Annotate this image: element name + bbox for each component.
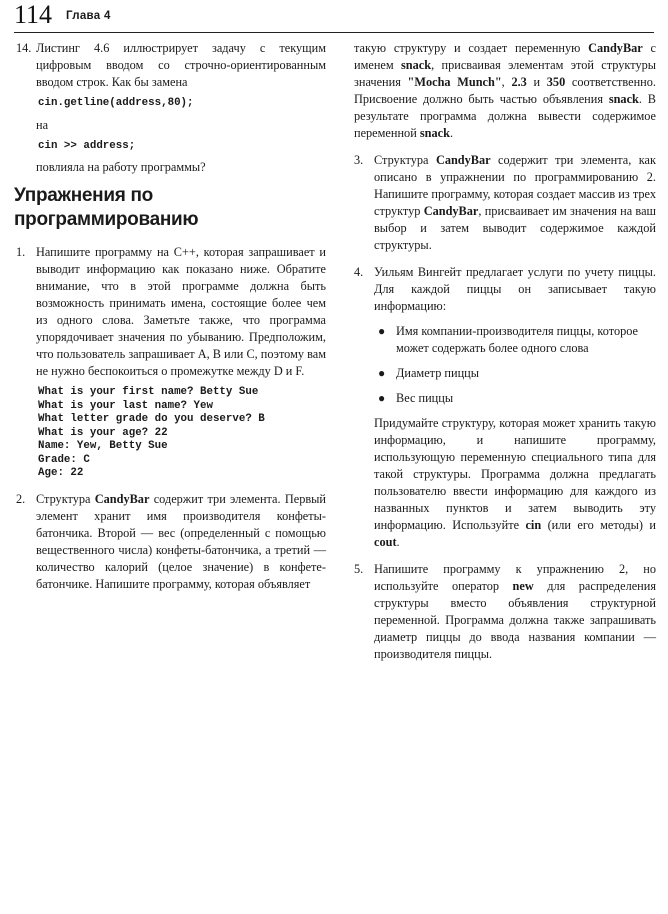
- bullet-icon: ●: [378, 324, 386, 338]
- exercise-4: [354, 264, 656, 551]
- exercise-number: 4.: [354, 265, 364, 279]
- question-number: 14.: [16, 41, 32, 55]
- section-heading: Упражнения по программированию: [14, 185, 199, 230]
- keyword-candybar: CandyBar: [94, 491, 150, 506]
- exercise-number: 2.: [16, 491, 26, 506]
- exercise-1: [16, 244, 326, 481]
- question-text-or: на: [36, 117, 49, 132]
- bullet-icon: ●: [378, 366, 386, 380]
- chapter-title: Глава 4: [66, 10, 111, 22]
- question-text-end: повлияла на работу программы?: [36, 160, 206, 174]
- exercise-text: Структура CandyBar содержит три элемента. Первый элемент хранит имя производителя конфеты-батончика. Второй — вес (определенный с помощью вещественного числа) конфеты-батончика, а третий — количество калорий (целое значение) в конфете-батончике. Напишите программу, которая объявляет: [36, 491, 326, 591]
- code-snippet-getline: cin.getline(address,80);: [38, 97, 194, 109]
- page-header: [14, 2, 654, 32]
- exercise-number: 5.: [354, 562, 364, 576]
- list-item: ● Имя компании-производителя пиццы, которое может содержать более одного слова: [378, 324, 639, 355]
- exercise-5: [354, 561, 656, 663]
- sample-output-code: What is your first name? Betty Sue What is your last name? Yew What letter grade do you deserve? B What is your age? 22 Name: Yew, Betty Sue Grade: C Age: 22: [38, 386, 265, 479]
- question-text: Листинг 4.6 иллюстрирует задачу с текущим цифровым вводом со строчно-ориентированным вводом строк. Как бы замена: [36, 41, 326, 89]
- exercise-2: [16, 491, 326, 593]
- question-14: [16, 40, 326, 176]
- header-rule: [14, 32, 654, 33]
- exercise-2-continued: такую структуру и создает переменную CandyBar с именем snack, присваивая элементам этой структуры значения "Mocha Munch", 2.3 и 350 соответственно. Присвоение должно быть частью объявления snack. В результате программа должна вывести содержимое переменной snack.: [354, 41, 657, 140]
- page-number: 114: [14, 0, 53, 29]
- right-column: [354, 40, 656, 663]
- bullet-list: [374, 323, 656, 407]
- code-snippet-cin: cin >> address;: [38, 139, 136, 152]
- exercise-text: Придумайте структуру, которая может хранить такую информацию, и напишите программу, использующую переменную специального типа для такой структуры. Программа должна предлагать пользователю ввести информацию для каждого из названных пунктов и затем выводить эту информацию. Используйте cin (или его методы) и cout.: [374, 416, 656, 549]
- exercise-intro: Уильям Вингейт предлагает услуги по учету пиццы. Для каждой пиццы он записывает такую информацию:: [374, 265, 656, 313]
- exercise-text: Напишите программу на С++, которая запрашивает и выводит информацию как показано ниже. Обратите внимание, что в этой программе должна быть возможность принимать имена, состоящие более чем из одного слова. Заметьте также, что программа упорядочивает значения по убыванию. Предположим, что пользователь запрашивает А, В или С, поэтому вам не нужно беспокоиться о промежутке между D и F.: [36, 245, 326, 378]
- exercise-3: [354, 152, 656, 254]
- list-item: ● Диаметр пиццы: [378, 366, 479, 380]
- bullet-icon: ●: [378, 391, 386, 405]
- list-item: ● Вес пиццы: [378, 391, 454, 405]
- left-column: [16, 40, 326, 593]
- exercise-number: 1.: [16, 245, 26, 259]
- exercise-text: Напишите программу к упражнению 2, но используйте оператор new для распределения структуры вместо объявления структурной переменной. Программа должна также запрашивать диаметр пиццы до ввода названия компании — производителя пиццы.: [374, 562, 656, 661]
- exercise-number: 3.: [354, 153, 364, 167]
- exercise-text: Структура CandyBar содержит три элемента, как описано в упражнении по программированию 2. Напишите программу, которая создает массив из трех структур CandyBar, присваивает им значения на ваш выбор и затем выводит содержимое каждой структуры.: [374, 153, 656, 252]
